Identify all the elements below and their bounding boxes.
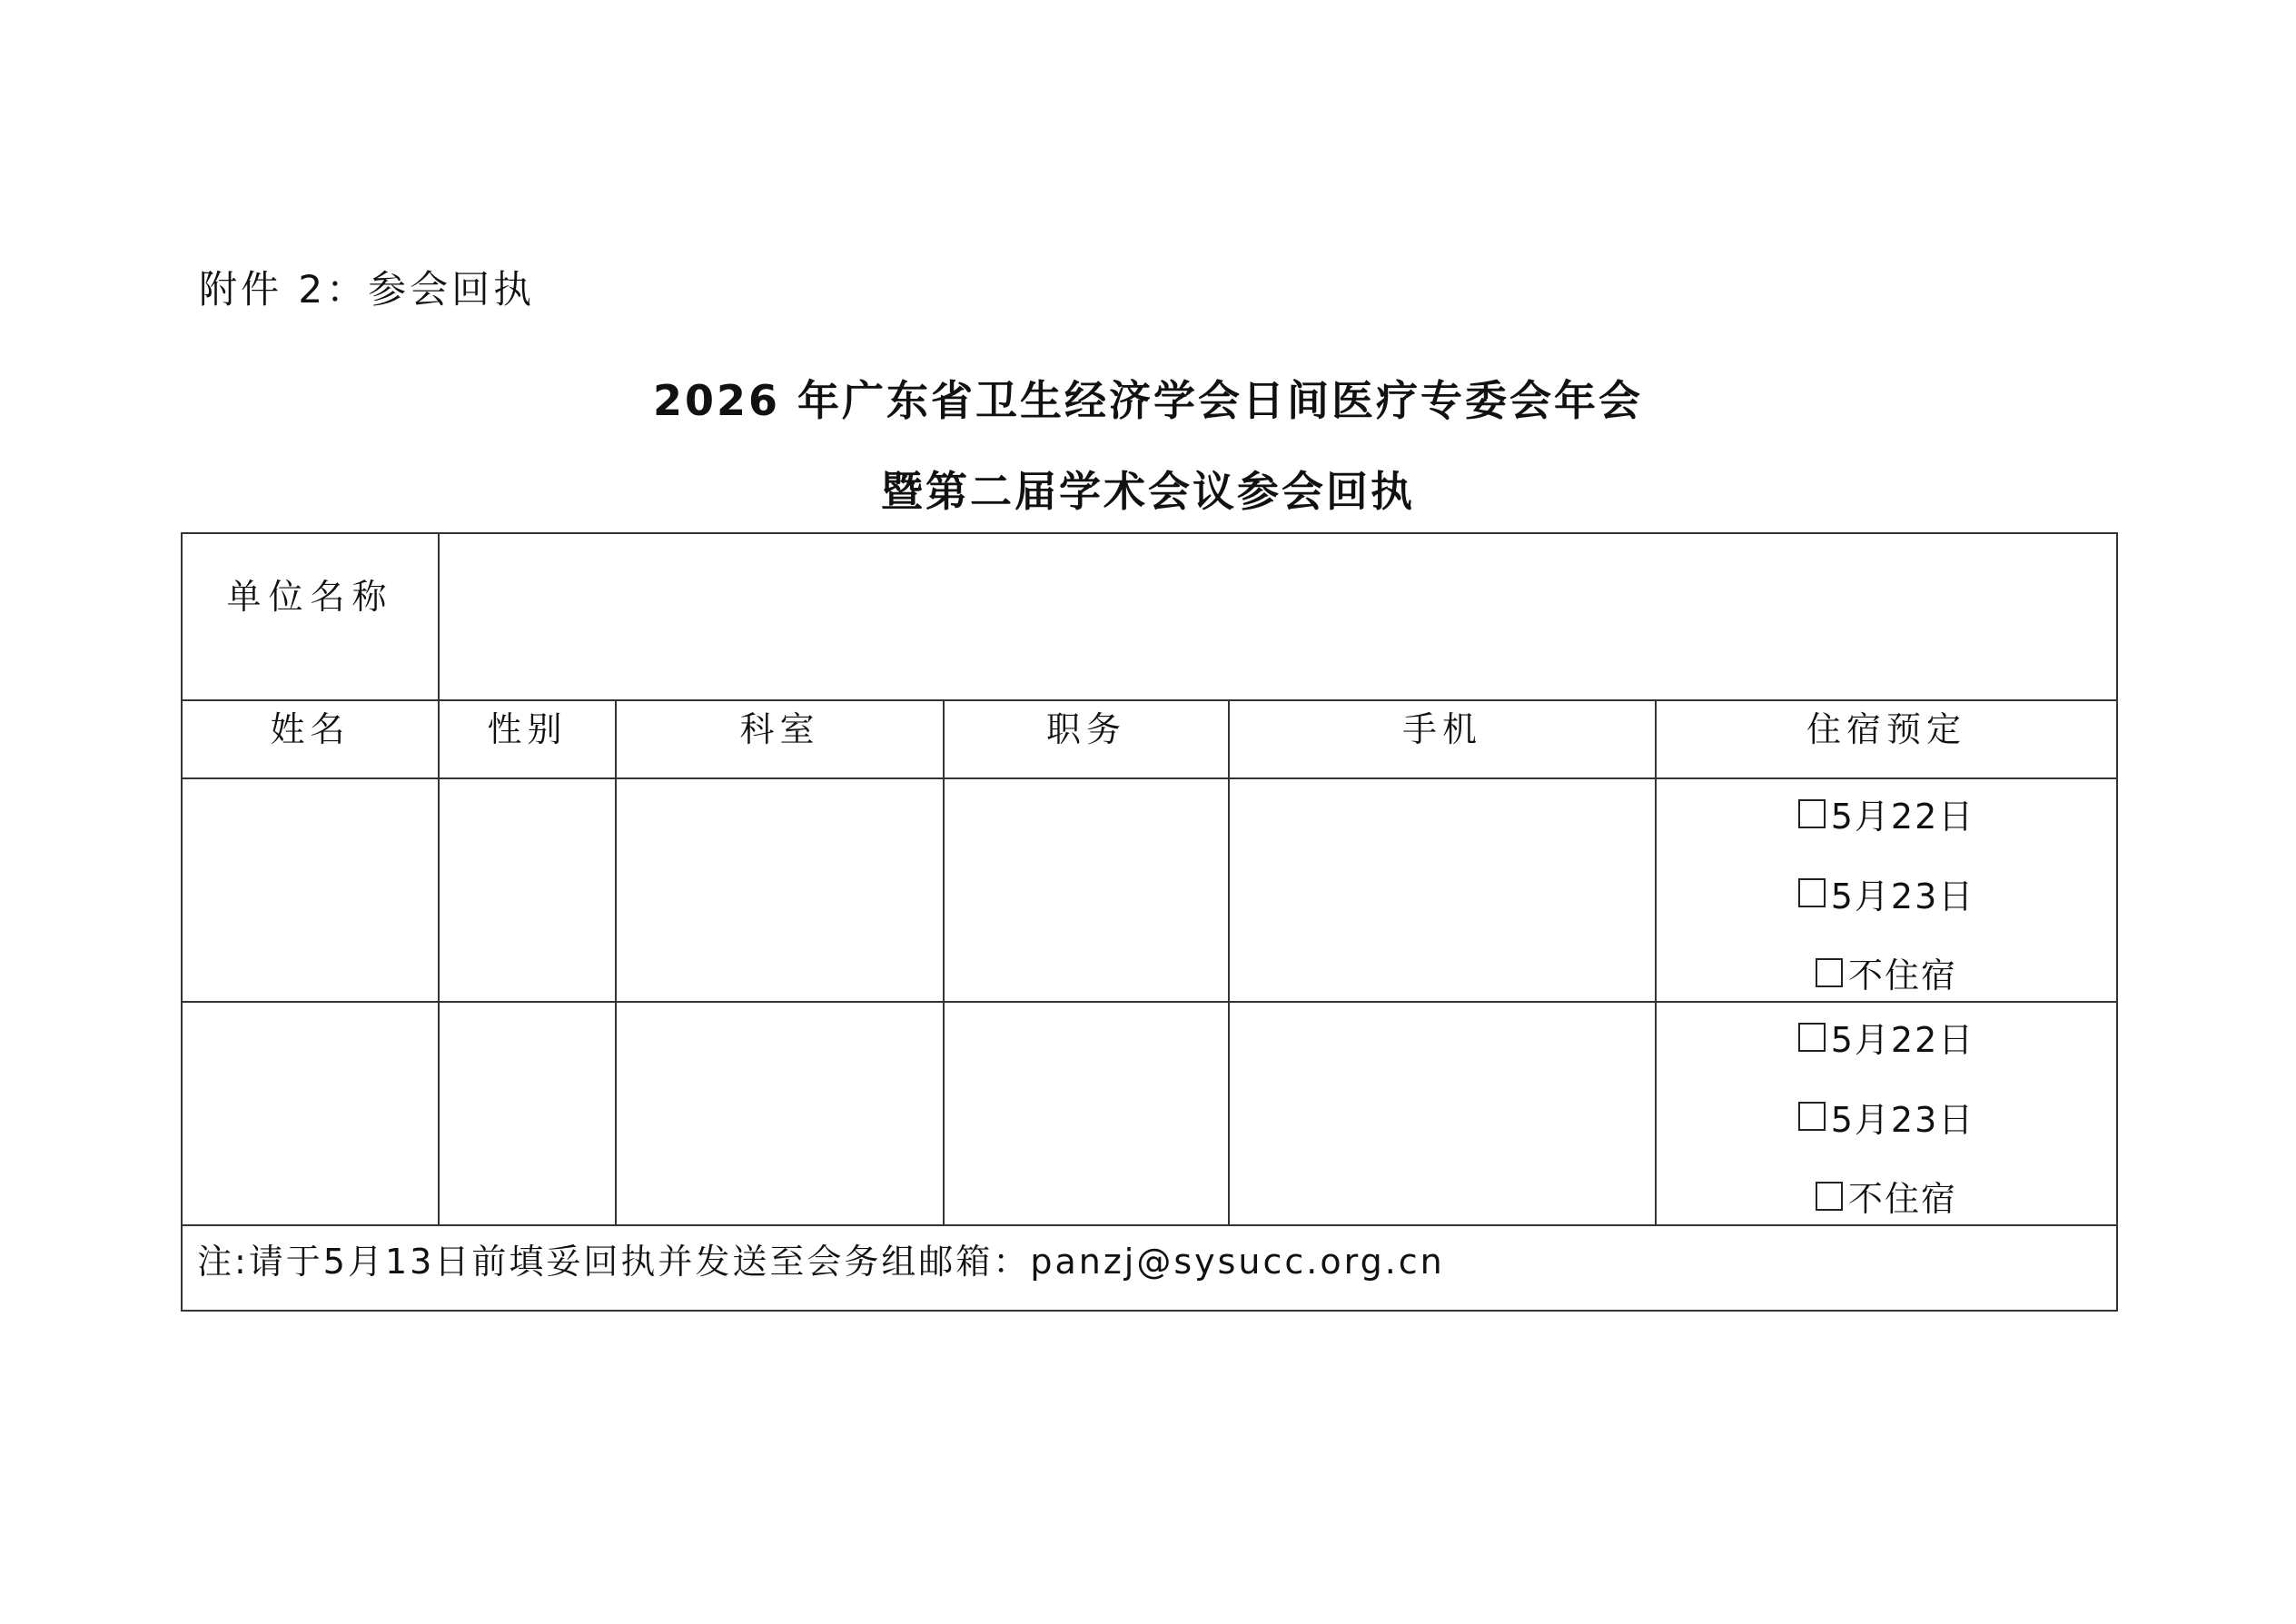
phone-cell[interactable] bbox=[1229, 778, 1656, 1002]
submission-note: 注:请于5月13日前填妥回执并发送至会务组邮箱：panzj@sysucc.org.cn bbox=[182, 1225, 2117, 1311]
registration-form-table bbox=[181, 532, 2118, 1312]
name-cell[interactable] bbox=[182, 778, 439, 1002]
document-title-line1: 2026 年广东省卫生经济学会日间医疗专委会年会 bbox=[652, 376, 1644, 425]
lodging-option-label: 5月22日 bbox=[1830, 797, 1975, 837]
position-cell[interactable] bbox=[944, 778, 1229, 1002]
position-cell[interactable] bbox=[944, 1002, 1229, 1225]
table-row bbox=[182, 1002, 2117, 1225]
column-header-department: 科室 bbox=[616, 700, 944, 778]
lodging-option[interactable] bbox=[1798, 788, 1975, 838]
checkbox-icon[interactable] bbox=[1816, 1182, 1843, 1211]
note-row bbox=[182, 1225, 2117, 1311]
unit-name-label: 单位名称 bbox=[182, 533, 439, 700]
checkbox-icon[interactable] bbox=[1798, 799, 1826, 828]
lodging-option-label: 不住宿 bbox=[1848, 1179, 1958, 1219]
gender-cell[interactable] bbox=[439, 1002, 616, 1225]
column-header-gender: 性别 bbox=[439, 700, 616, 778]
checkbox-icon[interactable] bbox=[1798, 878, 1826, 907]
department-cell[interactable] bbox=[616, 1002, 944, 1225]
lodging-option-label: 不住宿 bbox=[1848, 956, 1958, 995]
lodging-option-label: 5月22日 bbox=[1830, 1020, 1975, 1060]
lodging-option[interactable] bbox=[1816, 1171, 1957, 1221]
name-cell[interactable] bbox=[182, 1002, 439, 1225]
lodging-option[interactable] bbox=[1798, 1012, 1975, 1062]
table-row bbox=[182, 778, 2117, 1002]
lodging-option-label: 5月23日 bbox=[1830, 876, 1975, 916]
lodging-option[interactable] bbox=[1816, 947, 1957, 997]
checkbox-icon[interactable] bbox=[1798, 1102, 1826, 1131]
checkbox-icon[interactable] bbox=[1798, 1023, 1826, 1052]
column-header-position: 职务 bbox=[944, 700, 1229, 778]
table-header-row bbox=[182, 700, 2117, 778]
document-title-line2: 暨第二届学术会议参会回执 bbox=[881, 467, 1415, 516]
column-header-name: 姓名 bbox=[182, 700, 439, 778]
gender-cell[interactable] bbox=[439, 778, 616, 1002]
lodging-option-label: 5月23日 bbox=[1830, 1099, 1975, 1140]
unit-row bbox=[182, 533, 2117, 700]
attachment-label: 附件 2：参会回执 bbox=[199, 267, 536, 312]
column-header-lodging: 住宿预定 bbox=[1656, 700, 2117, 778]
lodging-cell bbox=[1656, 1002, 2117, 1225]
phone-cell[interactable] bbox=[1229, 1002, 1656, 1225]
lodging-option[interactable] bbox=[1798, 868, 1975, 918]
lodging-cell bbox=[1656, 778, 2117, 1002]
unit-name-field[interactable] bbox=[439, 533, 2117, 700]
column-header-phone: 手机 bbox=[1229, 700, 1656, 778]
lodging-option[interactable] bbox=[1798, 1092, 1975, 1142]
checkbox-icon[interactable] bbox=[1816, 958, 1843, 987]
department-cell[interactable] bbox=[616, 778, 944, 1002]
